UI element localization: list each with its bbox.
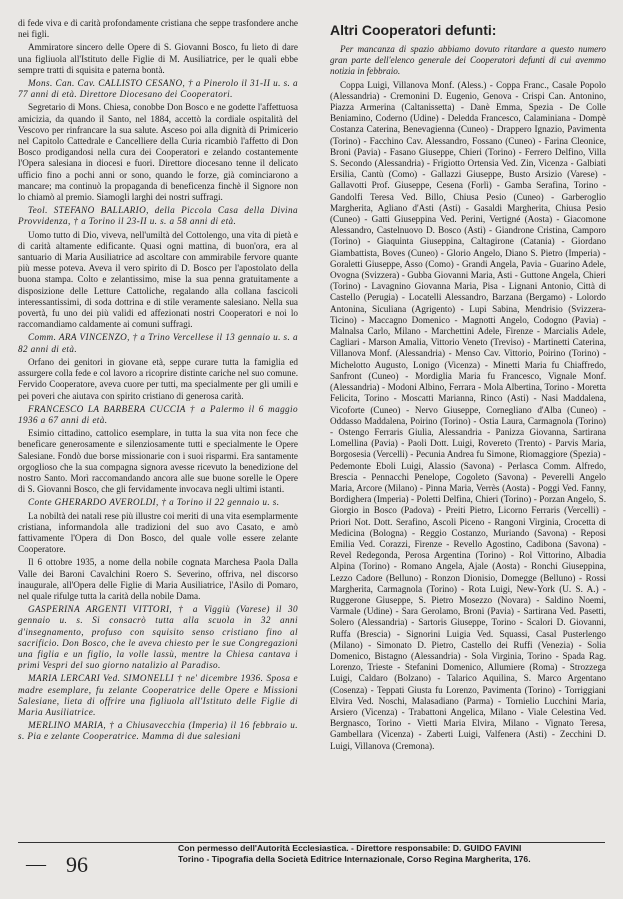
obituary-text: Orfano dei genitori in giovane età, seppe curare tutta la famiglia ed assurgere colla fede e col lavoro a ricoprire distinte cariche nel suo comune. Fervido Cooperatore, aveva cuore per tutti, ma specialmente per gli umili e pei poveri che aiutava con spirito cristiano di generosa carità.	[18, 356, 298, 401]
obituary-heading: Mons. Can. Cav. CALLISTO CESANO, † a Pinerolo il 31-II u. s. a 77 anni di età. Direttore Diocesano dei Cooperatori.	[18, 78, 298, 100]
obituary-heading: Conte GHERARDO AVEROLDI, † a Torino il 22 gennaio u. s.	[28, 497, 280, 508]
footer-imprint	[178, 843, 618, 865]
obituary-text: La nobiltà dei natali rese più illustre coi meriti di una vita esemplarmente cristiana, informandola alle tradizioni del suo avo Casato, e amò fattivamente l'Opera di Don Bosco, del quale volle essere zelante Cooperatore.	[18, 510, 298, 555]
left-column	[18, 18, 298, 745]
section-intro: Per mancanza di spazio abbiamo dovuto ritardare a questo numero gran parte dell'elenco generale dei Cooperatori defunti di cui avemmo notizia in febbraio.	[330, 44, 606, 77]
obituary-text: Esimio cittadino, cattolico esemplare, in tutta la sua vita non fece che beneficare generosamente e silenziosamente tutti e specialmente le Opere Salesiane. Fondò due borse missionarie con i suoi risparmi. Era santamente orgoglioso che la sua compagna signora avesse ricevuto la benedizione del nostro Santo. Morì raccomandando ancora alle sue buone sorelle le Opere di S. Giovanni Bosco, che gli fervidamente invocava negli ultimi istanti.	[18, 428, 298, 495]
obituary-heading: Comm. ARA VINCENZO, † a Trino Vercellese il 13 gennaio u. s. a 82 anni di età.	[18, 332, 298, 354]
page-number: 96	[66, 852, 88, 877]
obituary-heading: MERLINO MARIA, † a Chiusavecchia (Imperia) il 16 febbraio u. s. Pia e zelante Cooperatrice. Mamma di due salesiani	[18, 720, 298, 742]
footer-dash: —	[26, 853, 46, 875]
footer	[18, 842, 605, 886]
right-column	[330, 18, 606, 754]
obituary-text: di fede viva e di carità profondamente cristiana che seppe trasfondere anche nei figli.	[18, 18, 298, 40]
obituary-heading: GASPERINA ARGENTI VITTORI, † a Viggiù (Varese) il 30 gennaio u. s. Si consacrò tutta alla scuola in 32 anni d'insegnamento, profuso con squisito senso cristiano fino al sacrificio. Don Bosco, che le aveva chiesto per le sue Congregazioni una figlia e un figlio, la volle lassù, mentre la Chiesa cantava i primi Vespri del suo giorno natalizio al Paradiso.	[18, 604, 298, 671]
footer-line-2: Torino - Tipografia della Società Editrice Internazionale, Corso Regina Margherita, 176.	[178, 854, 531, 864]
obituary-text: Ammiratore sincero delle Opere di S. Giovanni Bosco, fu lieto di dare una figliuola all'Istituto delle Figlie di M. Ausiliatrice, per le quali ebbe sempre tratti di squisita e paterna bontà.	[18, 42, 298, 75]
obituary-heading: Teol. STEFANO BALLARIO, della Piccola Casa della Divina Provvidenza, † a Torino il 23-II u. s. a 58 anni di età.	[18, 205, 298, 227]
deceased-list: Coppa Luigi, Villanova Monf. (Aless.) - Coppa Franc., Casale Popolo (Alessandria) - Cremonini D. Eugenio, Genova - Crispi Can. Antonino, Piazza Armerina (Caltanissetta) - Danè Emma, Spezia - De Colle Beniamino, Coderno (Udine) - Deledda Francesco, Calaminiana - Dompè Costanza Caterina, Benevagienna (Cuneo) - Drappero Ignazio, Pavimenta (Torino) - Facchino Cav. Alessandro, Fossano (Cuneo) - Farina Cleonice, Broni (Pavia) - Fasano Giuseppe, Chieri (Torino) - Ferrero Delfino, Villa S. Secondo (Alessandria) - Frigiotto Ortensia Ved. Zin, Vicenza - Galbiati Ersilia, Cantù (Como) - Gallazzi Giuseppe, Busto Arsizio (Varese) - Gallavotti Prof. Giuseppe, Cesena (Forlì) - Gamba Serafina, Torino - Gandolfi Teresa Ved. Billo, Chiusa Pesio (Cuneo) - Garberoglio Margherita, Agliano d'Asti (Asti) - Gasaldi Margherita, Chiusa Pesio (Cuneo) - Gatti Giuseppina Ved. Perini, Vertigné (Aosta) - Giacomone Alessandro, Castelnuovo D. Bosco (Asti) - Giandrone Cristina, Camporo (Torino) - Giaquinta Giuseppina, Caltagirone (Catania) - Giordano Giambattista, Boves (Cuneo) - Glorio Angelo, Diano S. Pietro (Imperia) - Goraletti Giuseppe, Asso (Como) - Grandi Angela, Pavia - Guarino Adele, Ovogna (Svizzera) - Gubba Giovanni Maria, Asti - Guttone Angela, Chieri (Torino) - Lavagnino Giovanna Maria, Pisa - Lignani Antonio, Città di Castello (Perugia) - Locatelli Alessandro, Barzana (Bergamo) - Lolordo Antonina, Siculiana (Agrigento) - Lupi Sabina, Mendrisio (Svizzera-Ticino) - Maccagno Domenico - Magnotti Angelo, Codogno (Pavia) - Malnalsa Carlo, Milano - Marchettini Adele, Firenze - Marcialis Adele, Cagliari - Marson Amalia, Vittorio Veneto (Treviso) - Martinetti Caterina, Villanova Monf. (Alessandria) - Menso Cav. Vittorio, Poirino (Torino) - Michelotto Augusto, Lonigo (Vicenza) - Minetti Maria fu Chiaffredo, Sanfront (Cuneo) - Mordiglia Maria fu Francesco, Vignale Monf. (Alessandria) - Modoni Albino, Ferrara - Mola Albertina, Torino - Moretta Felicita, Torino - Moscatti Marianna, Rinco (Asti) - Nasi Maddalena, Vicoforte (Cuneo) - Nervo Giuseppe, Cornegliano d'Alba (Cuneo) - Oddasso Maddalena, Poirino (Torino) - Ostia Laura, Carmagnola (Torino) - Ostengo Ferraris Giulia, Alessandria - Panizza Giovanna, Sartirana Lomellina (Pavia) - Paoli Dott. Luigi, Rovereto (Trento) - Parvis Maria, Borgosesia (Vercelli) - Pecunia Andrea fu Simone, Riomaggiore (Spezia) - Pedemonte Eboli Luigi, Alassio (Savona) - Perlasca Comm. Alfredo, Brescia - Pennacchi Penelope, Cogoleto (Savona) - Peverelli Angelo Maria, Arcore (Milano) - Pinna Maria, Verrès (Aosta) - Poggi Ved. Fanny, Bordighera (Imperia) - Poletti Delfina, Chieri (Torino) - Porzan Angelo, S. Giorgio in Bosco (Padova) - Preiti Pietro, Licorno Ferraris (Vercelli) - Priori Not. Dott. Serafino, Ascoli Piceno - Rangoni Virginia, Crocetta di Medicina (Bologna) - Reggio Costanzo, Muriando (Savona) - Reposi Emilia Ved. Corazzi, Firenze - Revello Agostino, Cadibona (Savona) - Revel Redegonda, Perosa Argentina (Torino) - Rol Vittorino, Albadia Alpina (Torino) - Romano Angela, Ajale (Aosta) - Ronchi Giuseppina, Lezzo Cadore (Belluno) - Ronzon Dionisio, Domegge (Belluno) - Rossi Margherita, Carmagnola (Torino) - Rota Luigi, New-York (U. S. A.) - Ruggerone Giuseppe, S. Pietro Mosezzo (Novara) - Saldino Noemi, Varmale (Udine) - Sara Gerolamo, Broni (Pavia) - Sartirana Ved. Pasetti, Solero (Alessandria) - Sartoris Giuseppe, Torino - Scalori D. Giovanni, Ruffa (Brescia) - Signorini Luigia Ved. Squassi, Casal Pusterlengo (Milano) - Simonato D. Pietro, Castello dei Ruffi (Venezia) - Solia Domenico, Bistagno (Alessandria) - Sola Virginia, Torino - Spada Rag. Lorenzo, Trieste - Stefanini Domenico, Allumiere (Roma) - Strozzega Luigi, Caldaro (Bolzano) - Talarico Aquilina, S. Marco Argentano (Cosenza) - Teppati Giusta fu Lorenzo, Pavimenta (Torino) - Torriggiani Elvira Ved. Noschi, Malasadiano (Parma) - Tornielio Lucchini Maria, Arsiero (Vicenza) - Trabattoni Angelica, Milano - Viale Celestina Ved. Bergnasco, Torino - Vietti Maria Elvira, Milano - Vignato Teresa, Gambellara (Vicenza) - Zaberti Luigi, Valfenera (Asti) - Zecchini D. Luigi, Villanova (Cremona).	[330, 79, 606, 751]
footer-line-1: Con permesso dell'Autorità Ecclesiastica. - Direttore responsabile: D. GUIDO FAVINI	[178, 843, 522, 853]
obituary-text: Segretario di Mons. Chiesa, conobbe Don Bosco e ne godette l'affettuosa amicizia, da quando il Santo, nel 1884, accettò la cordiale ospitalità del Vescovo per rinfrancare la sua salute. Asceso poi alla dignità di Primicerio nel Capitolo Cattedrale e Cancelliere della Curia ricambiò l'affetto di Don Bosco prodigandosi nella cura dei Cooperatori e zelando costantemente l'Opera salesiana in diocesi e fuori. Direttore diocesano tenne il delicato ufficio fino a pochi anni or sono, quando le forze, già cominciarono a mancare; ma continuò la propaganda di beneficenza finchè il Signore non lo chiamò al premio. Siamogli larghi dei nostri suffragi.	[18, 102, 298, 203]
obituary-text: Il 6 ottobre 1935, a nome della nobile cognata Marchesa Paola Dalla Valle dei Baroni Cavalchini Roero S. Severino, offriva, nel discorso inaugurale, all'Opera delle Figlie di Maria Ausiliatrice, l'Asilo di Pomaro, nel quale rifulge tutta la carità della nobile Dama.	[18, 557, 298, 601]
obituary-text: Uomo tutto di Dio, viveva, nell'umiltà del Cottolengo, una vita di pietà e di carità altamente edificante. Quasi ogni mattina, di buon'ora, era al santuario di Maria Ausiliatrice ad ascoltare con ammirabile fervore quante più messe poteva. Aveva il vero spirito di D. Bosco per l'apostolato della buona stampa. Colto e zelantissimo, mise la sua penna gratuitamente a disposizione delle Letture Cattoliche, regalando alla collana fascicoli interessantissimi, di soda dottrina e di stile veramente salesiano. Nella sua povertà, fu uno dei più validi ed affezionati nostri Cooperatori e noi lo raccomandiamo caldamente ai comuni suffragi.	[18, 229, 298, 330]
section-title: Altri Cooperatori defunti:	[330, 22, 497, 38]
obituary-heading: FRANCESCO LA BARBERA CUCCIA † a Palermo il 6 maggio 1936 a 67 anni di età.	[18, 403, 298, 425]
obituary-heading: MARIA LERCARI Ved. SIMONELLI † ne' dicembre 1936. Sposa e madre esemplare, fu zelante Cooperatrice delle Opere e Missioni Salesiane, lieta di offrire una figliuola all'Istituto delle Figlie di Maria Ausiliatrice.	[18, 673, 298, 717]
